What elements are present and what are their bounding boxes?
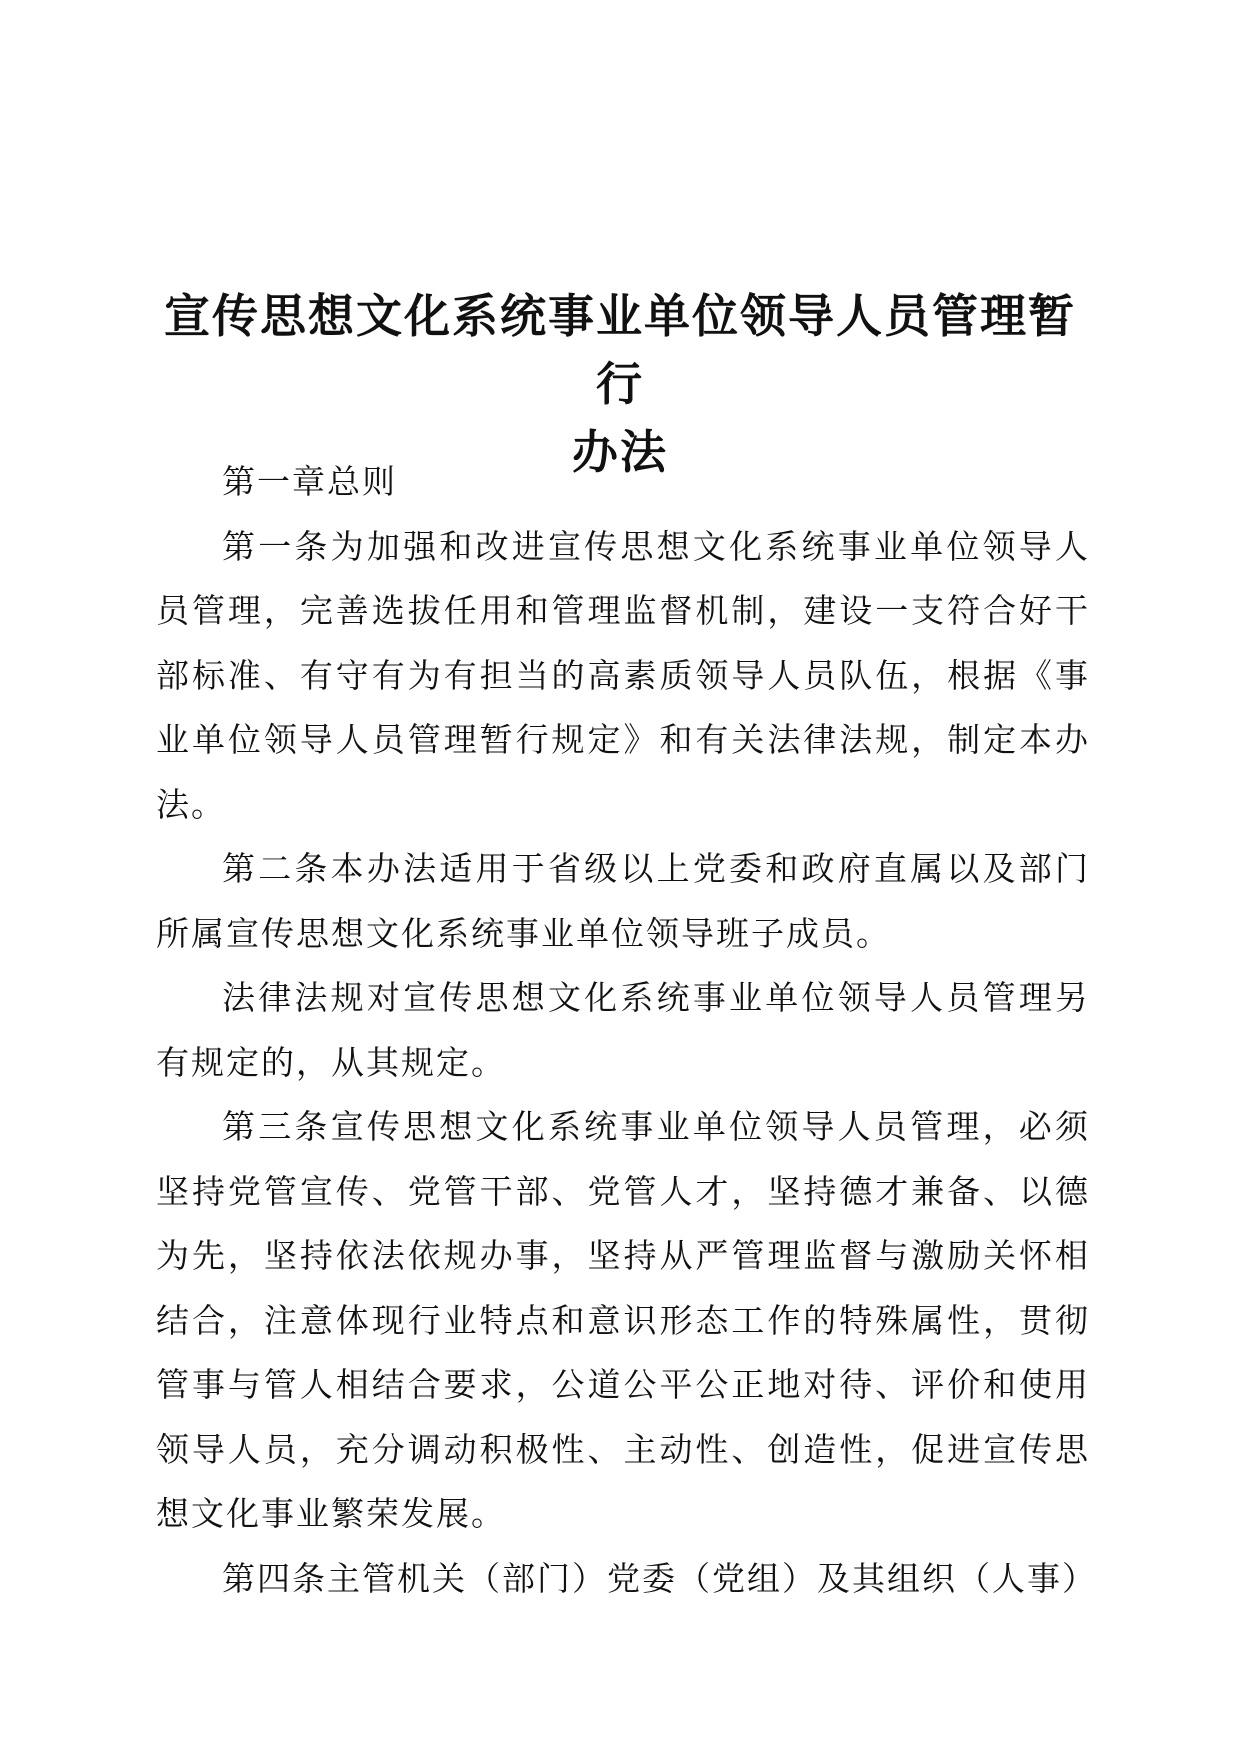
article-2: 第二条本办法适用于省级以上党委和政府直属以及部门所属宣传思想文化系统事业单位领导班子成员。 bbox=[156, 849, 1090, 953]
document-title-line-1: 宣传思想文化系统事业单位领导人员管理暂行 bbox=[164, 289, 1076, 411]
article-2-supplement: 法律法规对宣传思想文化系统事业单位领导人员管理另有规定的，从其规定。 bbox=[156, 978, 1090, 1082]
chapter-heading: 第一章总则 bbox=[222, 462, 397, 501]
document-title-line-2: 办法 bbox=[572, 425, 668, 479]
document-body bbox=[156, 450, 1097, 1611]
article-4: 第四条主管机关（部门）党委（党组）及其组织（人事） bbox=[222, 1558, 1097, 1598]
article-1: 第一条为加强和改进宣传思想文化系统事业单位领导人员管理，完善选拔任用和管理监督机制，建设一支符合好干部标准、有守有为有担当的高素质领导人员队伍，根据《事业单位领导人员管理暂行规定》和有关法律法规，制定本办法。 bbox=[156, 526, 1090, 824]
article-3: 第三条宣传思想文化系统事业单位领导人员管理，必须坚持党管宣传、党管干部、党管人才，坚持德才兼备、以德为先，坚持依法依规办事，坚持从严管理监督与激励关怀相结合，注意体现行业特点和意识形态工作的特殊属性，贯彻管事与管人相结合要求，公道公平公正地对待、评价和使用领导人员，充分调动积极性、主动性、创造性，促进宣传思想文化事业繁荣发展。 bbox=[156, 1107, 1090, 1533]
